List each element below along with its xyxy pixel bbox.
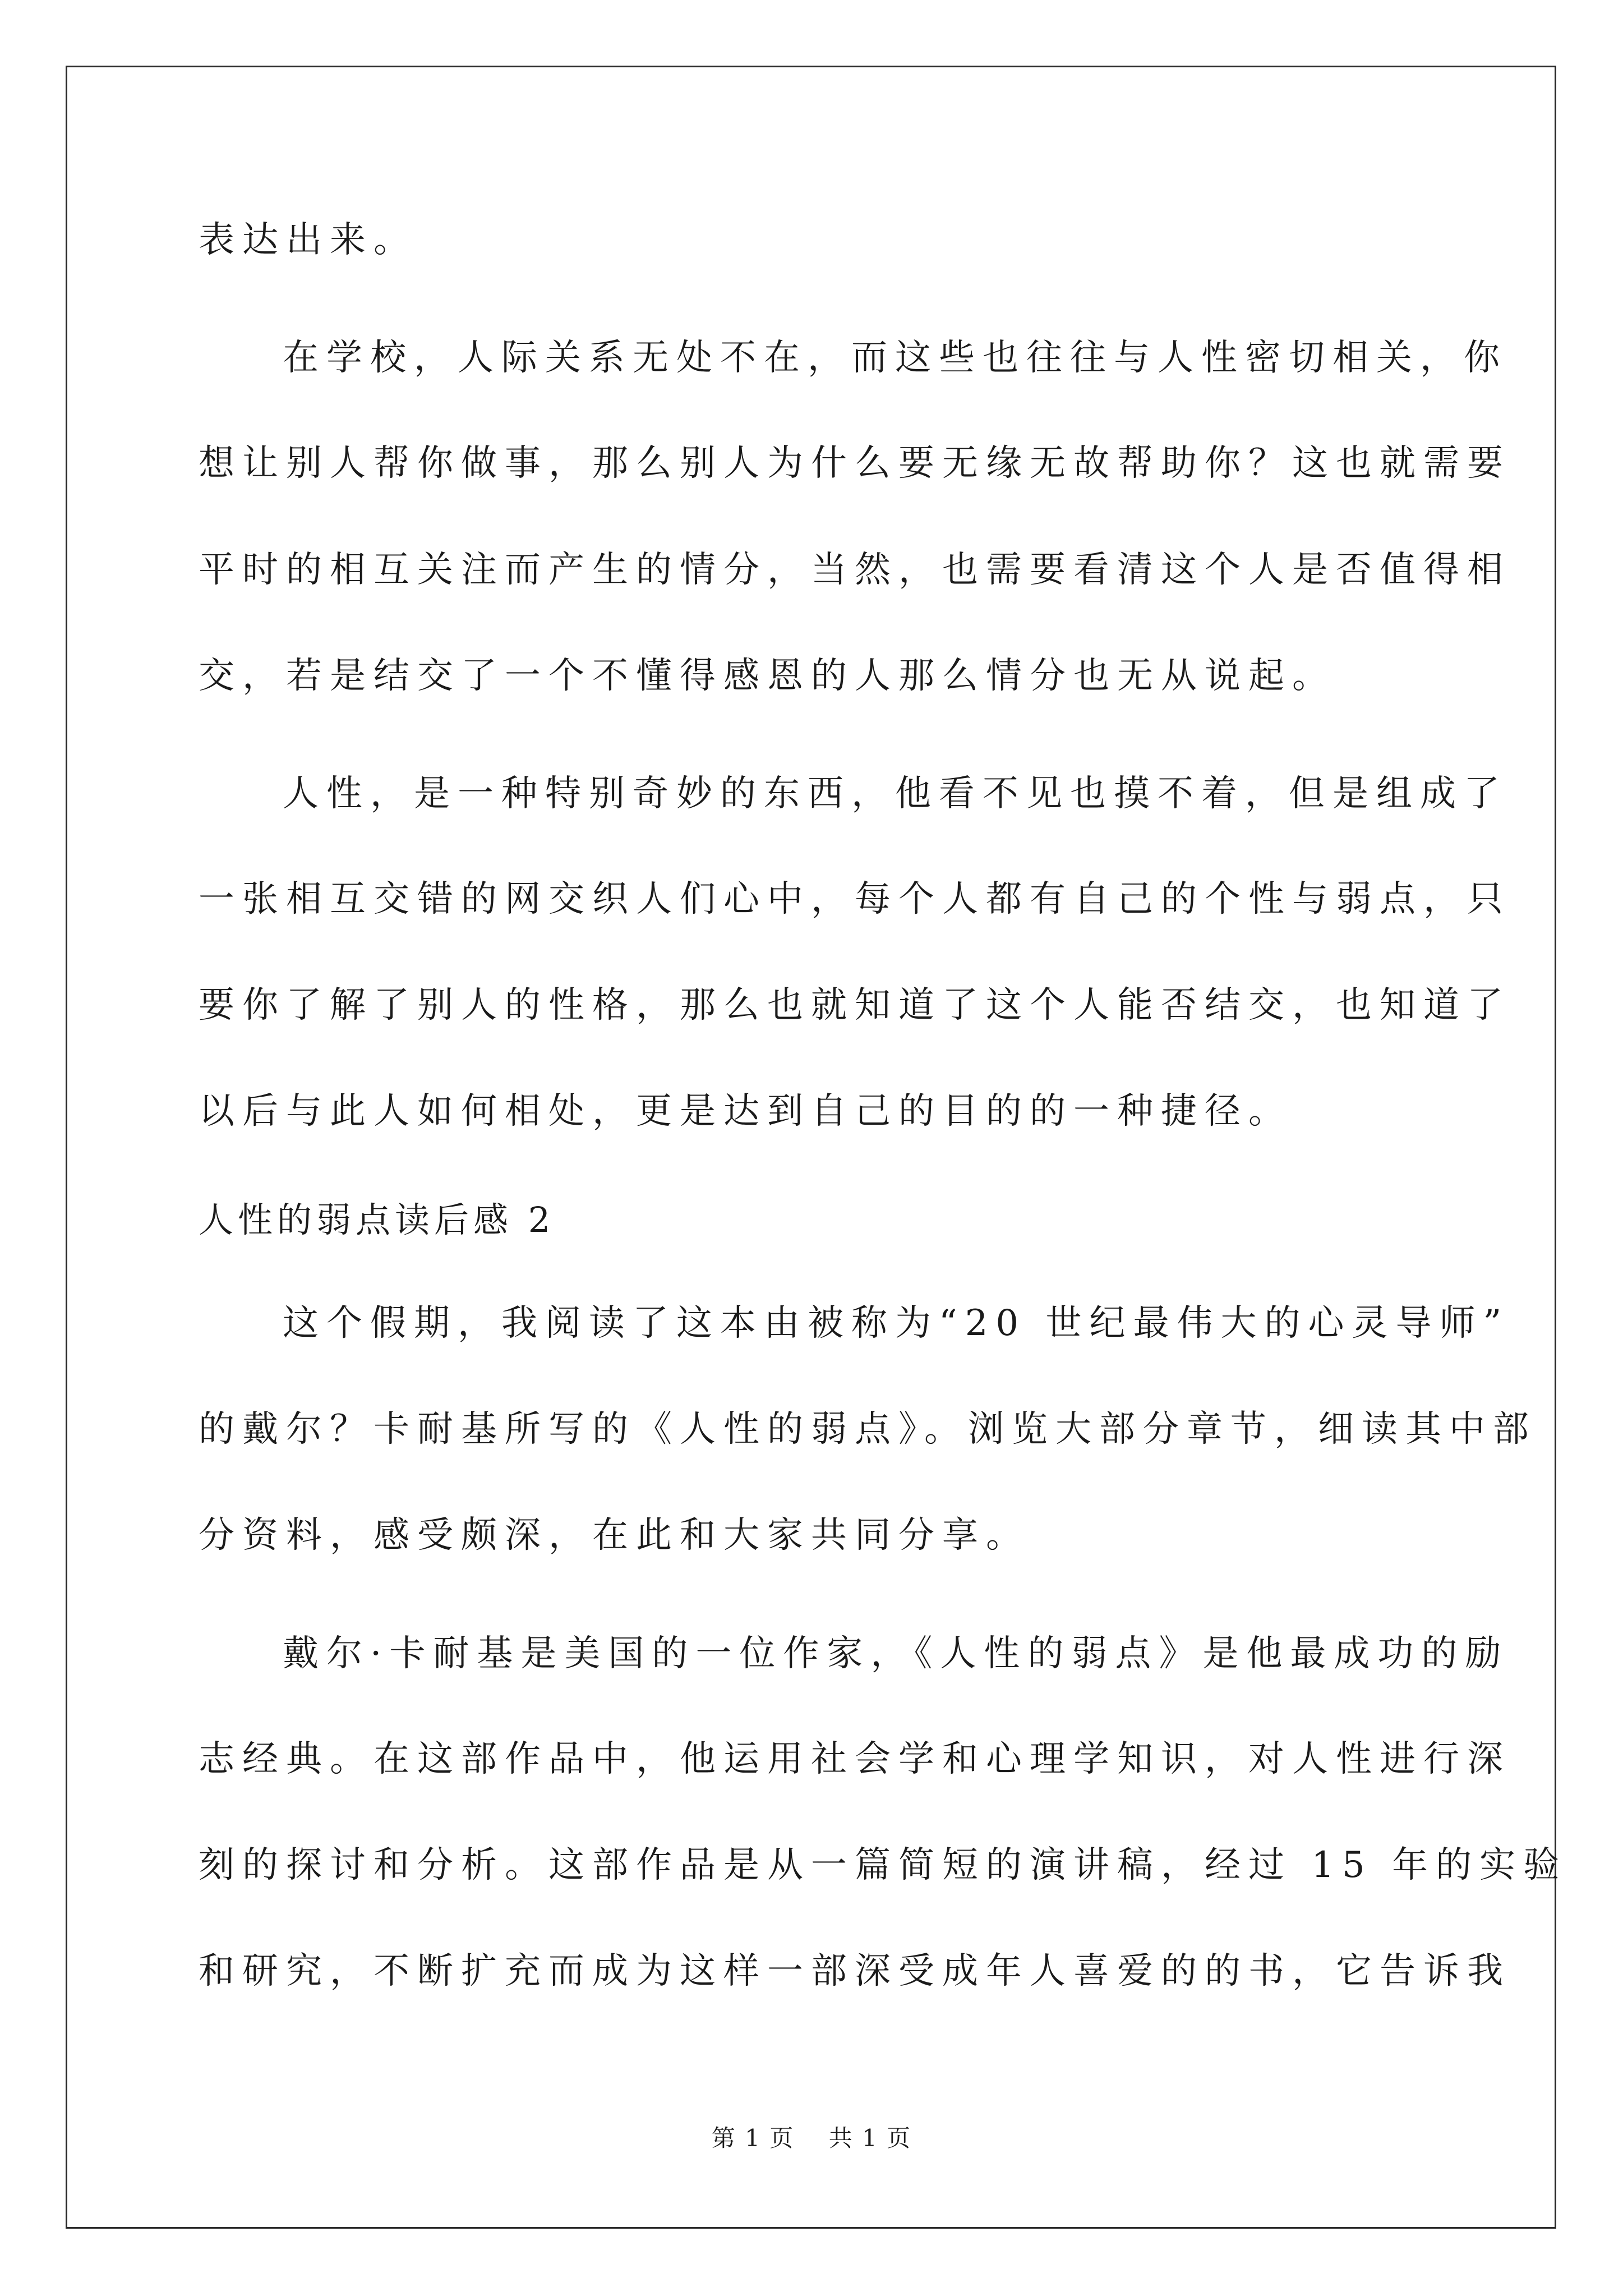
text-line: 表达出来。 — [199, 219, 417, 261]
text-line: 的戴尔？卡耐基所写的《人性的弱点》。浏览大部分章节，细读其中部 — [199, 1409, 1537, 1450]
text-line: 人性，是一种特别奇妙的东西，他看不见也摸不着，但是组成了 — [283, 773, 1507, 815]
text-line: 和研究，不断扩充而成为这样一部深受成年人喜爱的的书，它告诉我 — [199, 1950, 1511, 1992]
text-line: 想让别人帮你做事，那么别人为什么要无缘无故帮助你？这也就需要 — [199, 443, 1511, 484]
text-line: 要你了解了别人的性格，那么也就知道了这个人能否结交，也知道了 — [199, 984, 1511, 1026]
section-heading: 人性的弱点读后感 2 — [199, 1199, 555, 1240]
text-line: 刻的探讨和分析。这部作品是从一篇简短的演讲稿，经过 15 年的实验 — [199, 1844, 1567, 1886]
text-line: 这个假期，我阅读了这本由被称为“20 世纪最伟大的心灵导师” — [283, 1303, 1510, 1344]
text-line: 交，若是结交了一个不懂得感恩的人那么情分也无从说起。 — [199, 655, 1336, 697]
text-line: 一张相互交错的网交织人们心中，每个人都有自己的个性与弱点，只 — [199, 878, 1511, 920]
text-line: 志经典。在这部作品中，他运用社会学和心理学知识，对人性进行深 — [199, 1738, 1511, 1780]
text-line: 以后与此人如何相处，更是达到自己的目的的一种捷径。 — [199, 1091, 1292, 1132]
text-line: 戴尔·卡耐基是美国的一位作家，《人性的弱点》是他最成功的励 — [283, 1633, 1509, 1674]
text-line: 平时的相互关注而产生的情分，当然，也需要看清这个人是否值得相 — [199, 549, 1511, 591]
text-line: 在学校，人际关系无处不在，而这些也往往与人性密切相关，你 — [283, 337, 1507, 379]
page-number-footer: 第 1 页 共 1 页 — [711, 2124, 912, 2152]
text-line: 分资料，感受颇深，在此和大家共同分享。 — [199, 1515, 1030, 1556]
page-border — [66, 66, 1556, 2229]
